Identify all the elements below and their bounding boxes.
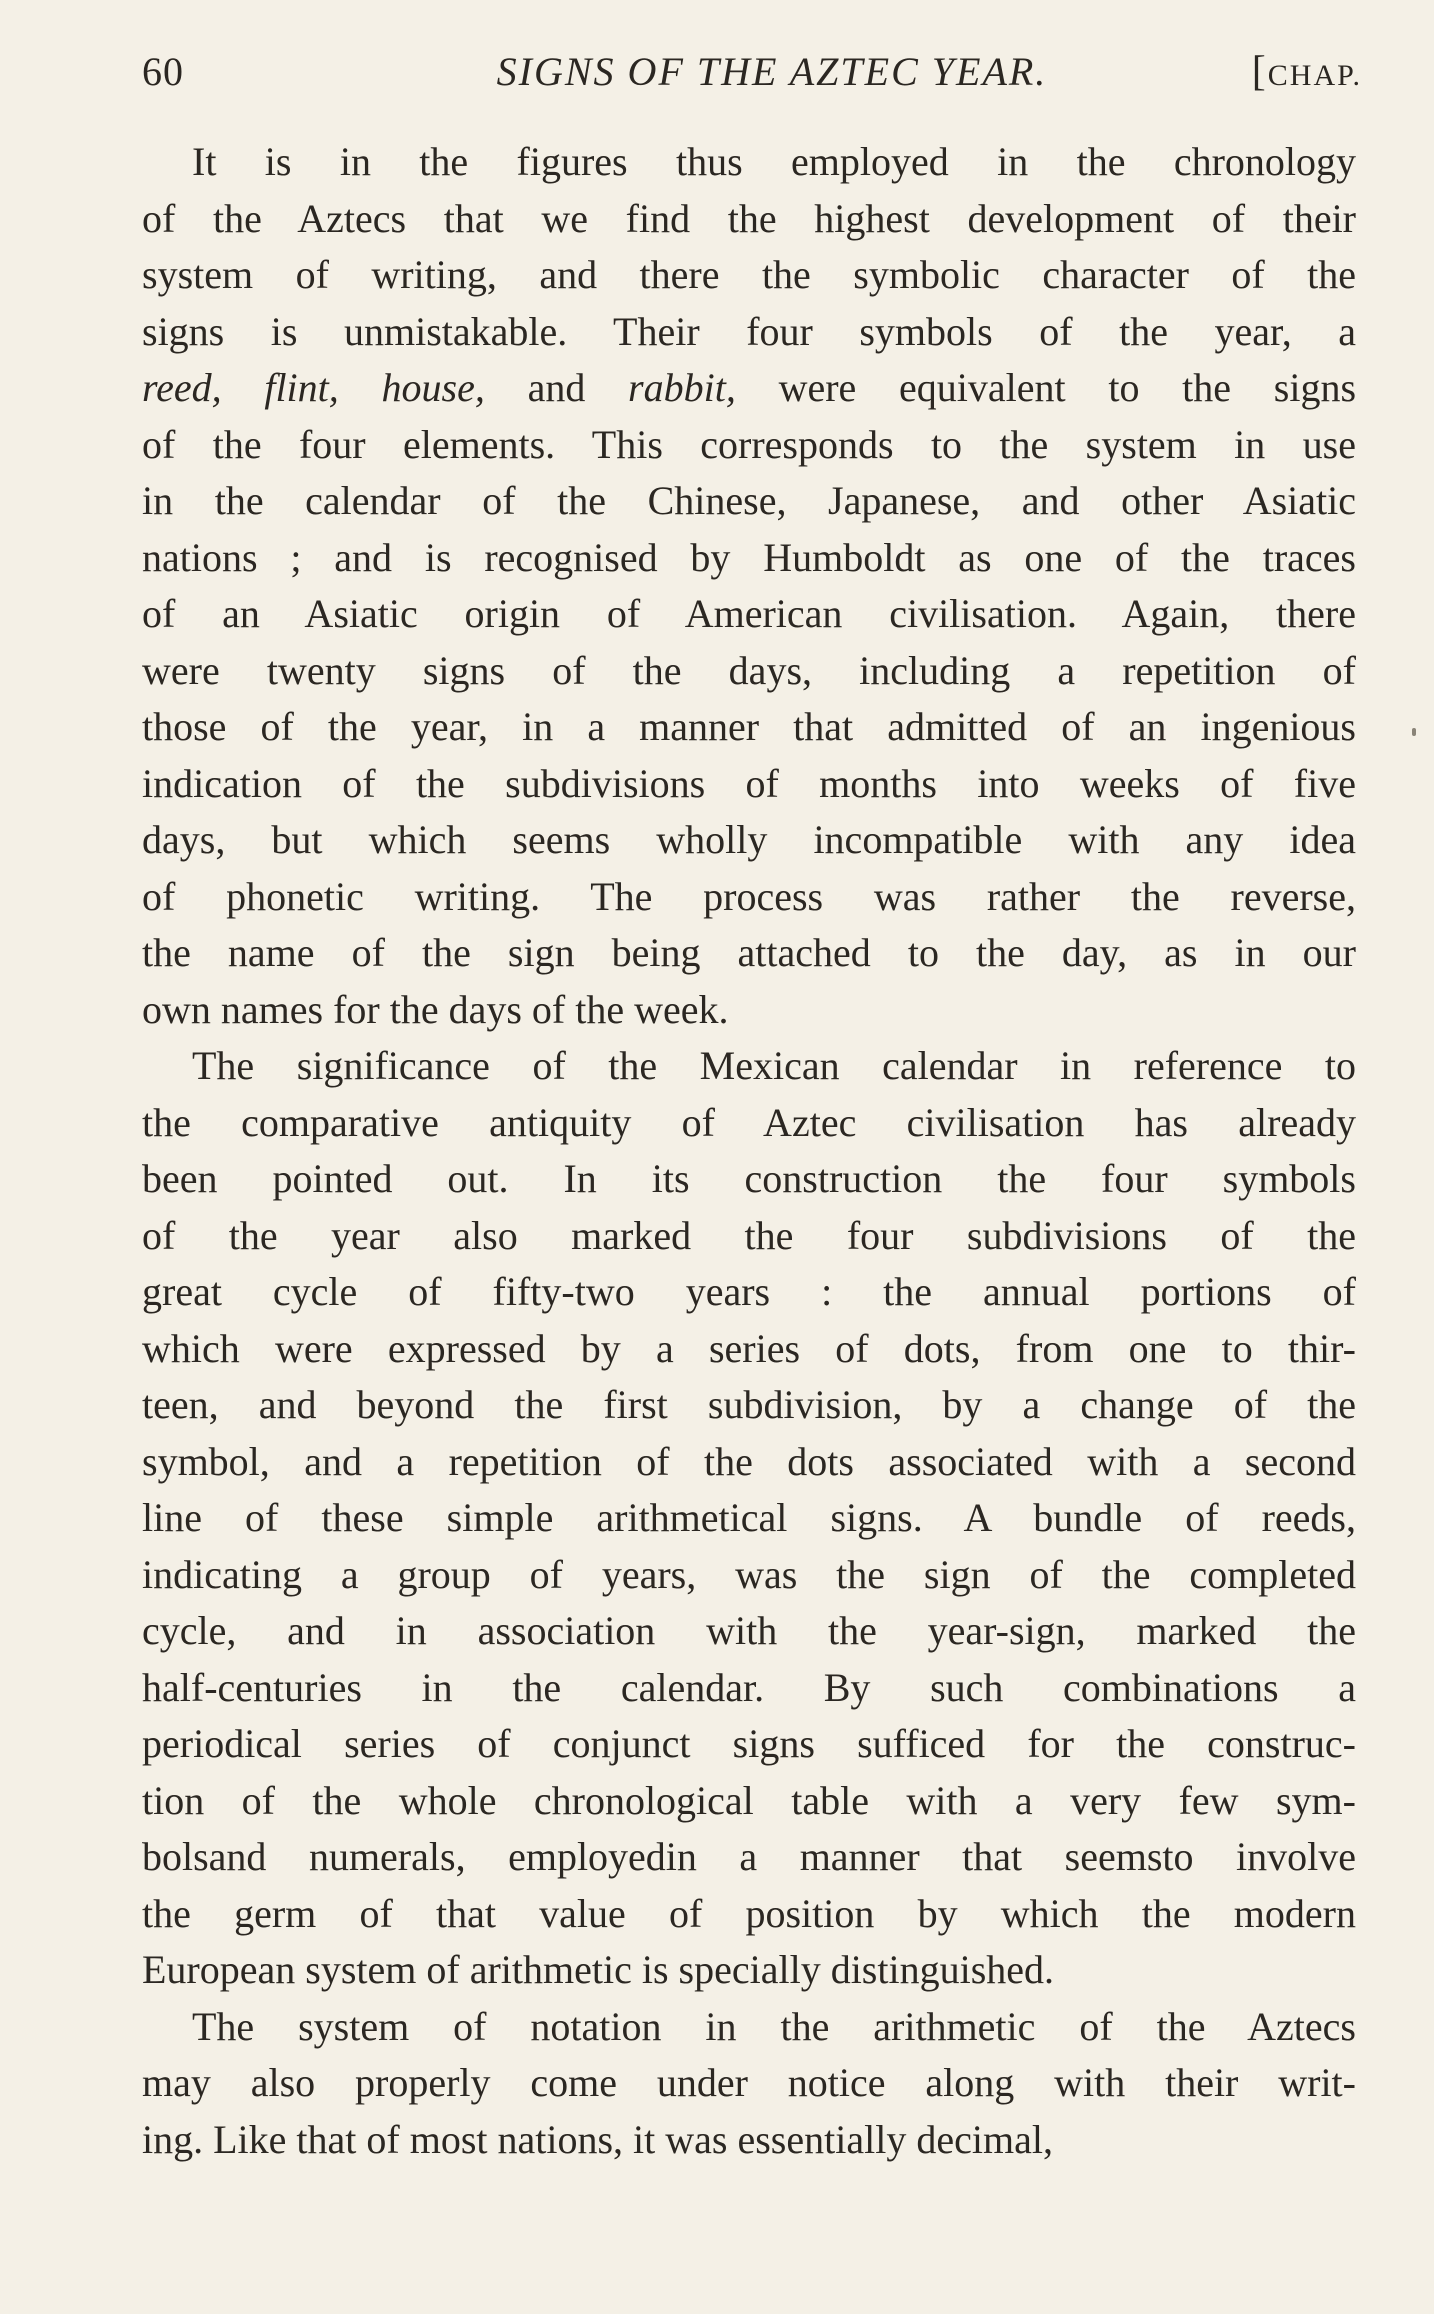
text-run: indicating a group of years, was the sign of the completed	[142, 1551, 1356, 1597]
text-line	[142, 1264, 1356, 1321]
text-run	[222, 365, 265, 410]
text-line	[142, 812, 1356, 869]
text-run: ing. Like that of most nations, it was essentially decimal,	[142, 2116, 1053, 2162]
text-run: were equivalent to the signs	[735, 365, 1356, 410]
text-line	[142, 1095, 1356, 1152]
text-run: and	[484, 365, 629, 410]
text-line	[142, 1377, 1356, 1434]
text-run: cycle, and in association with the year-sign, marked the	[142, 1608, 1356, 1653]
text-run: of phonetic writing. The process was rather the reverse,	[142, 873, 1356, 919]
italic-term: flint,	[264, 365, 339, 410]
text-line	[142, 1660, 1356, 1717]
text-line	[142, 1434, 1356, 1491]
text-line	[142, 1151, 1356, 1208]
text-line	[142, 2112, 1356, 2169]
chapter-label: CHAP.	[1267, 59, 1362, 92]
text-line	[142, 1038, 1356, 1095]
text-run: of the year also marked the four subdivisions of the	[142, 1212, 1356, 1258]
text-line	[142, 304, 1356, 361]
text-line	[142, 1547, 1356, 1604]
text-line	[142, 473, 1356, 530]
margin-mark	[1412, 728, 1416, 736]
text-line	[142, 925, 1356, 982]
text-line	[142, 643, 1356, 700]
text-line	[142, 247, 1356, 304]
text-line	[142, 982, 1356, 1039]
text-line	[142, 2055, 1356, 2112]
text-line	[142, 1321, 1356, 1378]
italic-term: house,	[381, 365, 485, 410]
text-run: of an Asiatic origin of American civilisation. Again, there	[142, 591, 1356, 636]
text-run: European system of arithmetic is specially distinguished.	[142, 1947, 1055, 1992]
text-run: of the Aztecs that we find the highest development of their	[142, 195, 1356, 241]
page-number: 60	[142, 49, 184, 94]
text-line	[142, 699, 1356, 756]
text-run: indication of the subdivisions of months into weeks of five	[142, 760, 1356, 806]
text-run: may also properly come under notice along with their writ-	[142, 2060, 1356, 2105]
text-line	[142, 191, 1356, 248]
text-run: those of the year, in a manner that admitted of an ingenious	[142, 704, 1356, 749]
text-line	[142, 1716, 1356, 1773]
text-run: own names for the days of the week.	[142, 986, 729, 1032]
text-line	[142, 1942, 1356, 1999]
text-line	[142, 1603, 1356, 1660]
text-run: were twenty signs of the days, including a repetition of	[142, 647, 1356, 693]
text-run	[339, 365, 382, 410]
text-line	[142, 1208, 1356, 1265]
text-run: the germ of that value of position by which the modern	[142, 1890, 1356, 1936]
text-run: system of writing, and there the symbolic character of the	[142, 252, 1356, 297]
italic-term: rabbit,	[628, 365, 736, 410]
text-line	[142, 869, 1356, 926]
text-run: The system of notation in the arithmetic of the Aztecs	[192, 2003, 1356, 2049]
chapter-bracket: [	[1251, 49, 1268, 95]
text-run: symbol, and a repetition of the dots associated with a second	[142, 1438, 1356, 1484]
text-line	[142, 586, 1356, 643]
text-run: half-centuries in the calendar. By such combinations a	[142, 1664, 1356, 1710]
text-run: of the four elements. This corresponds to the system in use	[142, 421, 1356, 467]
text-run: been pointed out. In its construction the four symbols	[142, 1156, 1356, 1201]
text-line	[142, 1886, 1356, 1943]
text-line	[142, 360, 1356, 417]
text-run: The significance of the Mexican calendar in reference to	[192, 1043, 1356, 1088]
text-line	[142, 134, 1356, 191]
text-run: periodical series of conjunct signs sufficed for the construc-	[142, 1721, 1356, 1766]
text-run: which were expressed by a series of dots, from one to thir-	[142, 1325, 1356, 1371]
text-line	[142, 1773, 1356, 1830]
text-run: days, but which seems wholly incompatible with any idea	[142, 817, 1356, 862]
text-line	[142, 1490, 1356, 1547]
text-run: line of these simple arithmetical signs. A bundle of reeds,	[142, 1495, 1356, 1540]
text-run: tion of the whole chronological table with a very few sym-	[142, 1777, 1356, 1823]
italic-term: reed,	[142, 365, 222, 410]
text-run: signs is unmistakable. Their four symbols of the year, a	[142, 308, 1356, 354]
running-head	[142, 44, 1362, 100]
text-run: in the calendar of the Chinese, Japanese, and other Asiatic	[142, 478, 1356, 523]
running-title: SIGNS OF THE AZTEC YEAR.	[496, 49, 1048, 94]
text-run: It is in the figures thus employed in the chronology	[192, 139, 1356, 184]
text-run: teen, and beyond the first subdivision, by a change of the	[142, 1382, 1356, 1427]
text-line	[142, 417, 1356, 474]
text-line	[142, 1999, 1356, 2056]
body-text	[142, 134, 1356, 2168]
text-line	[142, 756, 1356, 813]
text-line	[142, 1829, 1356, 1886]
text-run: bolsand numerals, employedin a manner that seemsto involve	[142, 1834, 1356, 1879]
text-run: nations ; and is recognised by Humboldt as one of the traces	[142, 534, 1356, 580]
text-run: the name of the sign being attached to the day, as in our	[142, 930, 1356, 975]
text-run: great cycle of fifty-two years : the annual portions of	[142, 1269, 1356, 1314]
text-run: the comparative antiquity of Aztec civilisation has already	[142, 1099, 1356, 1145]
text-line	[142, 530, 1356, 587]
chapter-marker	[1252, 44, 1362, 104]
